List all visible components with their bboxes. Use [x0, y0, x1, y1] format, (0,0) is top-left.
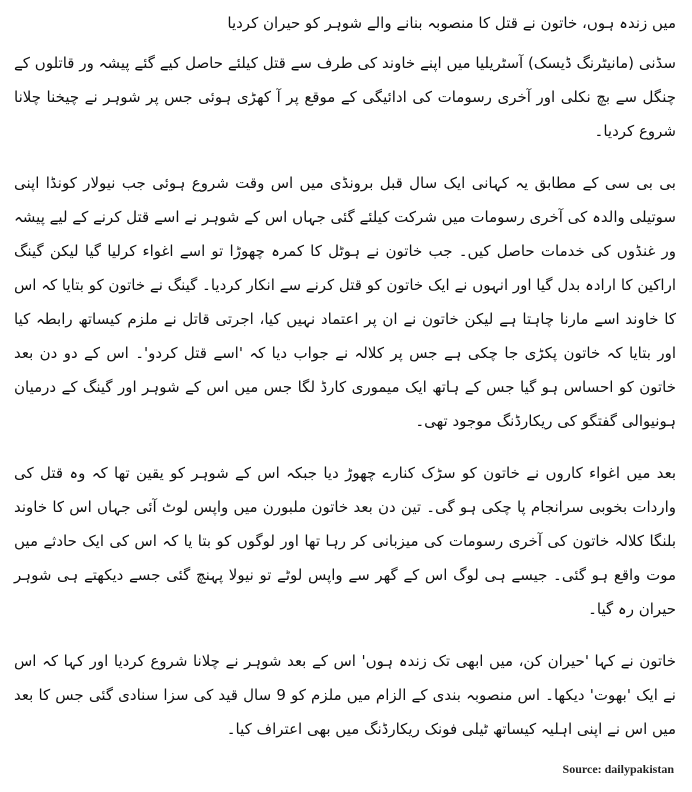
article-paragraph-2: بی بی سی کے مطابق یہ کہانی ایک سال قبل برونڈی میں اس وقت شروع ہوئی جب نیولار کونڈا اپنی سوتیلی والدہ کی آخری رسومات میں شرکت کیلئے گئی جہاں اس کے شوہر نے اسے قتل کرنے کے لیے پیشہ ور غنڈوں کی خدمات حاصل کیں۔ جب خاتون نے ہوٹل کا کمرہ چھوڑا تو اسے اغواء کرلیا گیا لیکن گینگ اراکین کا ارادہ بدل گیا اور انہوں نے ایک خاتون کو قتل کرنے سے انکار کردیا۔ گینگ نے خاتون کو بتایا کہ اس کا خاوند اسے مارنا چاہتا ہے لیکن خاتون نے ان پر اعتماد نہیں کیا، اجرتی قاتل نے ملزم کیساتھ رابطہ کیا اور بتایا کہ خاتون پکڑی جا چکی ہے جس پر کلالہ نے جواب دیا کہ 'اسے قتل کردو'۔ اس کے دو دن بعد خاتون کو احساس ہو گیا جس کے ہاتھ ایک میموری کارڈ لگا جس میں اس کے شوہر اور گینگ کے درمیان ہونیوالی گفتگو کی ریکارڈنگ موجود تھی۔	[13, 174, 676, 430]
article-paragraph-1: سڈنی (مانیٹرنگ ڈیسک) آسٹریلیا میں اپنے خاوند کی طرف سے قتل کیلئے حاصل کیے گئے پیشہ ور قاتلوں کے چنگل سے بچ نکلی اور آخری رسومات کی ادائیگی کے موقع پر آ کھڑی ہوئی جس پر شوہر نے چیخنا چلانا شروع کردیا۔	[14, 54, 676, 140]
article-paragraph-4: خاتون نے کہا 'حیران کن، میں ابھی تک زندہ ہوں' اس کے بعد شوہر نے چلانا شروع کردیا اور کہا کہ اس نے ایک 'بھوت' دیکھا۔ اس منصوبہ بندی کے الزام میں ملزم کو 9 سال قید کی سزا سنادی گئی جس کا بعد میں اس نے اپنی اہلیہ کیساتھ ٹیلی فونک ریکارڈنگ میں بھی اعتراف کیا۔	[14, 652, 676, 738]
source-credit: Source: dailypakistan	[562, 762, 674, 776]
article-body	[14, 6, 676, 764]
article-paragraph-3: بعد میں اغواء کاروں نے خاتون کو سڑک کنارے چھوڑ دیا جبکہ اس کے شوہر کو یقین تھا کہ وہ قتل کی واردات بخوبی سرانجام پا چکی ہو گی۔ تین دن بعد خاتون ملبورن میں واپس لوٹ آئی جہاں اس کا خاوند بلنگا کلالہ خاتون کی آخری رسومات کی میزبانی کر رہا تھا اور لوگوں کو بتا یا کہ اس کی ایک حادثے میں موت واقع ہو گئی۔ جیسے ہی لوگ اس کے گھر سے واپس لوٹے تو نیولا پہنچ گئی جسے دیکھتے ہی شوہر حیران رہ گیا۔	[14, 464, 676, 618]
article-headline: میں زندہ ہوں، خاتون نے قتل کا منصوبہ بنانے والے شوہر کو حیران کردیا	[227, 14, 676, 32]
